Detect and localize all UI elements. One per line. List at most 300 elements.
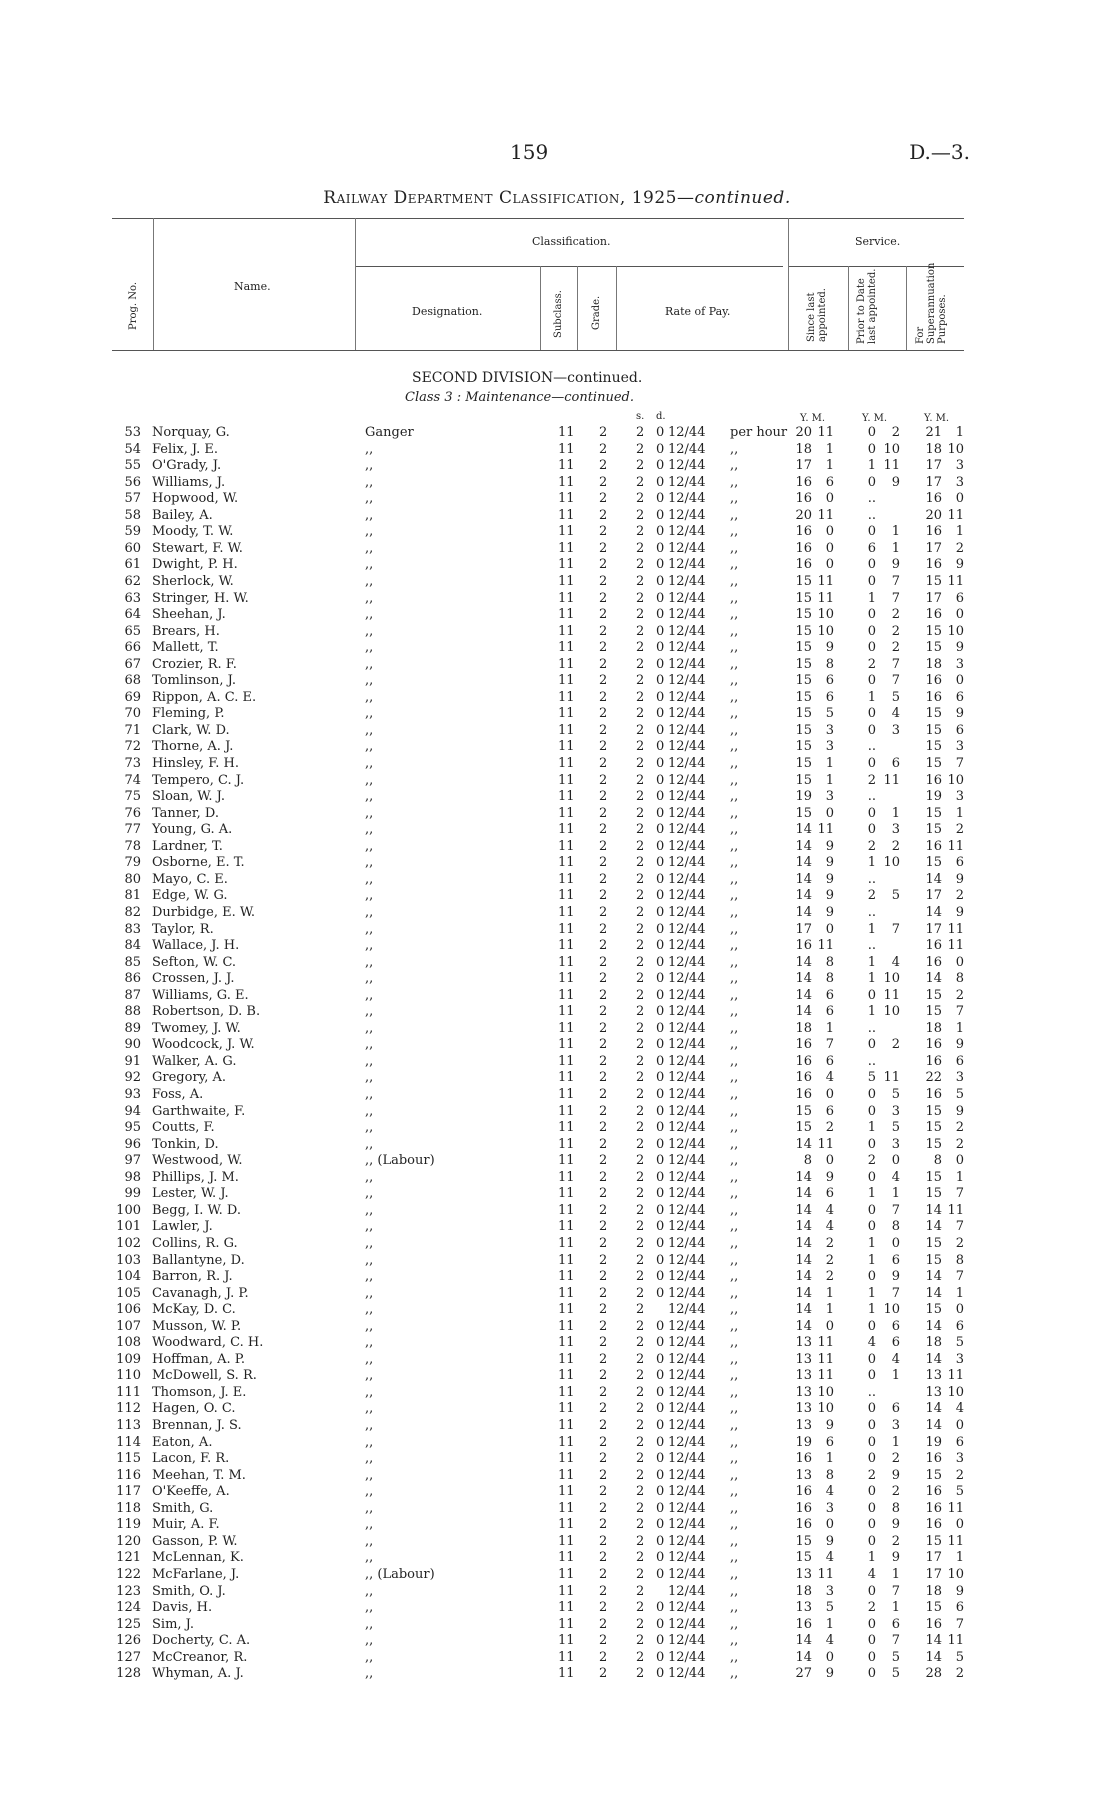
pay-shillings: 2 — [636, 1484, 645, 1500]
grade: 2 — [599, 1600, 608, 1616]
pay-pence: 0 — [656, 822, 665, 838]
pay-shillings: 2 — [636, 1451, 645, 1467]
staff-name: Edge, W. G. — [152, 888, 228, 904]
since-years: 15 — [795, 607, 812, 623]
staff-name: Begg, I. W. D. — [152, 1202, 242, 1218]
since-years: 18 — [795, 1583, 812, 1599]
grade: 2 — [599, 1087, 608, 1102]
table-row — [0, 690, 1114, 707]
pay-rate: 12/44 — [668, 1484, 706, 1500]
prior-years: 0 — [867, 640, 876, 656]
grade: 2 — [599, 1550, 608, 1566]
prior-years: 1 — [867, 855, 876, 871]
pay-rate: 12/44 — [668, 1550, 706, 1566]
super-months: 6 — [955, 722, 964, 738]
prog-number: 104 — [116, 1269, 141, 1285]
prior-years: 0 — [867, 1103, 876, 1119]
designation: ,, — [365, 1368, 374, 1384]
prog-number: 102 — [116, 1235, 141, 1251]
since-years: 15 — [795, 722, 812, 738]
pay-period: ,, — [730, 540, 739, 556]
prior-months: 7 — [891, 590, 900, 606]
prior-years: 0 — [867, 1649, 876, 1665]
pay-period: ,, — [730, 1235, 739, 1251]
pay-pence: 0 — [656, 1335, 665, 1351]
subclass: 11 — [558, 1202, 575, 1218]
header-for-superannuation: For Superannuation Purposes. — [915, 262, 948, 344]
super-years: 14 — [925, 1649, 942, 1665]
prior-months: 5 — [891, 1120, 900, 1136]
prior-months: 7 — [891, 673, 900, 689]
pay-period: ,, — [730, 838, 739, 854]
prior-years: 0 — [867, 441, 876, 457]
prior-years: 0 — [867, 673, 876, 689]
since-years: 14 — [795, 954, 812, 970]
table-row — [0, 1120, 1114, 1137]
pay-shillings: 2 — [636, 739, 645, 755]
header-top-rule — [112, 218, 964, 219]
staff-name: Hoffman, A. P. — [152, 1351, 246, 1367]
subclass: 11 — [558, 673, 575, 689]
grade: 2 — [599, 474, 608, 490]
pay-pence: 0 — [656, 507, 665, 523]
designation: ,, — [365, 1202, 374, 1218]
pay-pence: 0 — [656, 1517, 665, 1533]
super-years: 16 — [925, 1053, 942, 1069]
super-months: 2 — [955, 888, 964, 904]
grade: 2 — [599, 425, 608, 440]
table-row — [0, 1418, 1114, 1435]
prog-number: 109 — [116, 1351, 141, 1367]
prior-years: 0 — [867, 1533, 876, 1549]
pay-rate: 12/44 — [668, 1351, 706, 1367]
prior-months: 10 — [883, 1302, 900, 1318]
staff-name: Mayo, C. E. — [152, 871, 228, 887]
prior-months: 7 — [891, 921, 900, 937]
since-months: 1 — [825, 1616, 834, 1632]
staff-name: Westwood, W. — [152, 1153, 243, 1169]
prior-months: 7 — [891, 1202, 900, 1218]
staff-name: Lawler, J. — [152, 1219, 213, 1235]
pay-pence: 0 — [656, 640, 665, 656]
pay-shillings: 2 — [636, 1004, 645, 1020]
super-months: 11 — [947, 938, 964, 954]
pay-shillings: 2 — [636, 904, 645, 920]
prog-number: 90 — [124, 1037, 141, 1053]
subclass: 11 — [558, 855, 575, 871]
super-years: 17 — [925, 921, 942, 937]
super-years: 14 — [925, 1202, 942, 1218]
title-continued: continued. — [694, 188, 791, 208]
pay-rate: 12/44 — [668, 1053, 706, 1069]
grade: 2 — [599, 789, 608, 805]
prior-years: 0 — [867, 1401, 876, 1417]
prior-years: 1 — [867, 1550, 876, 1566]
prog-number: 94 — [124, 1103, 141, 1119]
since-months: 10 — [817, 1401, 834, 1417]
table-row — [0, 491, 1114, 508]
since-months: 2 — [825, 1120, 834, 1136]
since-years: 15 — [795, 689, 812, 705]
grade: 2 — [599, 491, 608, 507]
super-years: 14 — [925, 1285, 942, 1301]
pay-shillings: 2 — [636, 1666, 645, 1682]
division-heading: SECOND DIVISION—continued. — [412, 370, 643, 386]
pay-pence: 0 — [656, 1219, 665, 1235]
prior-years: 0 — [867, 822, 876, 838]
table-row — [0, 988, 1114, 1005]
since-months: 6 — [825, 1434, 834, 1450]
table-row — [0, 1517, 1114, 1534]
prior-years: 1 — [867, 971, 876, 987]
designation: ,, — [365, 1318, 374, 1334]
pay-shillings: 2 — [636, 1037, 645, 1053]
pay-rate: 12/44 — [668, 954, 706, 970]
pay-rate: 12/44 — [668, 1037, 706, 1053]
since-months: 9 — [825, 888, 834, 904]
prior-years: 0 — [867, 756, 876, 771]
subclass: 11 — [558, 1451, 575, 1467]
pay-rate: 12/44 — [668, 789, 706, 805]
designation: ,, — [365, 888, 374, 904]
since-months: 9 — [825, 1169, 834, 1185]
subclass: 11 — [558, 838, 575, 854]
prog-number: 87 — [124, 987, 141, 1003]
super-months: 9 — [955, 1103, 964, 1119]
since-months: 11 — [817, 507, 834, 523]
since-years: 19 — [795, 789, 812, 805]
prior-years: 2 — [867, 888, 876, 904]
pay-rate: 12/44 — [668, 805, 706, 821]
prog-number: 72 — [124, 739, 141, 755]
prior-years: 1 — [867, 1186, 876, 1202]
since-years: 14 — [795, 1649, 812, 1665]
designation: ,, — [365, 756, 374, 771]
pay-shillings: 2 — [636, 706, 645, 722]
super-months: 3 — [955, 458, 964, 474]
grade: 2 — [599, 1020, 608, 1036]
table-row — [0, 425, 1114, 442]
pay-period: ,, — [730, 524, 739, 540]
pay-period: ,, — [730, 921, 739, 937]
super-years: 16 — [925, 772, 942, 788]
table-row — [0, 888, 1114, 905]
since-months: 5 — [825, 706, 834, 722]
since-months: 7 — [825, 1037, 834, 1053]
super-months: 0 — [955, 491, 964, 507]
pay-period: ,, — [730, 1153, 739, 1169]
pay-rate: 12/44 — [668, 607, 706, 623]
pay-shillings: 2 — [636, 1053, 645, 1069]
prior-years: 4 — [867, 1335, 876, 1351]
pay-shillings: 2 — [636, 1434, 645, 1450]
pay-period: ,, — [730, 722, 739, 738]
super-months: 3 — [955, 789, 964, 805]
since-years: 14 — [795, 1169, 812, 1185]
subclass: 11 — [558, 1550, 575, 1566]
designation: ,, — [365, 623, 374, 639]
grade: 2 — [599, 756, 608, 771]
prior-months: 11 — [883, 1070, 900, 1086]
prior-months: 3 — [891, 1418, 900, 1433]
super-years: 15 — [925, 1533, 942, 1549]
since-months: 0 — [825, 1517, 834, 1533]
prior-years: .. — [867, 507, 876, 523]
staff-name: Walker, A. G. — [152, 1053, 237, 1069]
designation: Ganger — [365, 425, 414, 440]
prior-years: 0 — [867, 805, 876, 821]
staff-name: Sim, J. — [152, 1616, 194, 1632]
pay-shillings: 2 — [636, 1566, 645, 1582]
pay-rate: 12/44 — [668, 458, 706, 474]
pay-period: ,, — [730, 1368, 739, 1384]
since-months: 1 — [825, 1020, 834, 1036]
prior-months: 3 — [891, 1103, 900, 1119]
super-months: 10 — [947, 1566, 964, 1582]
super-years: 15 — [925, 756, 942, 771]
prior-years: 0 — [867, 1666, 876, 1682]
pay-shillings: 2 — [636, 805, 645, 821]
super-months: 1 — [955, 425, 964, 440]
since-years: 14 — [795, 1202, 812, 1218]
table-row — [0, 1385, 1114, 1402]
pay-shillings: 2 — [636, 1252, 645, 1268]
divider — [153, 218, 154, 350]
pay-period: ,, — [730, 1004, 739, 1020]
table-row — [0, 1203, 1114, 1220]
since-months: 11 — [817, 1351, 834, 1367]
super-years: 16 — [925, 689, 942, 705]
pay-rate: 12/44 — [668, 871, 706, 887]
table-row — [0, 938, 1114, 955]
prog-number: 77 — [124, 822, 141, 838]
prior-months: 2 — [891, 1484, 900, 1500]
pay-pence: 0 — [656, 1252, 665, 1268]
designation: ,, — [365, 1087, 374, 1102]
pay-rate: 12/44 — [668, 904, 706, 920]
prior-years: 0 — [867, 1136, 876, 1152]
subclass: 11 — [558, 805, 575, 821]
since-years: 16 — [795, 1484, 812, 1500]
designation: ,, — [365, 1053, 374, 1069]
prior-months: 2 — [891, 425, 900, 440]
pay-rate: 12/44 — [668, 1318, 706, 1334]
staff-name: Norquay, G. — [152, 425, 230, 440]
pay-shillings: 2 — [636, 1202, 645, 1218]
since-years: 15 — [795, 706, 812, 722]
designation: ,, — [365, 1418, 374, 1433]
table-row — [0, 475, 1114, 492]
grade: 2 — [599, 1120, 608, 1136]
staff-name: Stewart, F. W. — [152, 540, 243, 556]
super-months: 7 — [955, 1616, 964, 1632]
prior-months: 2 — [891, 1037, 900, 1053]
table-row — [0, 1021, 1114, 1038]
pay-shillings: 2 — [636, 1401, 645, 1417]
grade: 2 — [599, 441, 608, 457]
pay-period: ,, — [730, 607, 739, 623]
pay-period: ,, — [730, 1434, 739, 1450]
pay-rate: 12/44 — [668, 540, 706, 556]
pay-shillings: 2 — [636, 1500, 645, 1516]
table-row — [0, 508, 1114, 525]
table-row — [0, 789, 1114, 806]
designation: ,, — [365, 772, 374, 788]
grade: 2 — [599, 871, 608, 887]
pay-pence: 0 — [656, 1186, 665, 1202]
staff-name: Gregory, A. — [152, 1070, 227, 1086]
since-months: 9 — [825, 855, 834, 871]
prior-months: 5 — [891, 1666, 900, 1682]
prog-number: 55 — [124, 458, 141, 474]
super-months: 0 — [955, 954, 964, 970]
designation: ,, — [365, 1020, 374, 1036]
pay-shillings: 2 — [636, 1533, 645, 1549]
since-years: 16 — [795, 1070, 812, 1086]
subclass: 11 — [558, 789, 575, 805]
grade: 2 — [599, 1004, 608, 1020]
super-years: 16 — [925, 1484, 942, 1500]
subclass: 11 — [558, 491, 575, 507]
pay-shillings: 2 — [636, 1616, 645, 1632]
pay-rate: 12/44 — [668, 1533, 706, 1549]
subclass: 11 — [558, 623, 575, 639]
prior-months: 7 — [891, 656, 900, 672]
since-years: 20 — [795, 507, 812, 523]
table-row — [0, 1368, 1114, 1385]
super-years: 16 — [925, 954, 942, 970]
grade: 2 — [599, 640, 608, 656]
super-months: 11 — [947, 507, 964, 523]
since-years: 14 — [795, 888, 812, 904]
prior-months: 5 — [891, 689, 900, 705]
designation: ,, — [365, 1219, 374, 1235]
prior-years: .. — [867, 938, 876, 954]
pay-rate: 12/44 — [668, 474, 706, 490]
prog-number: 116 — [116, 1467, 141, 1483]
pay-rate: 12/44 — [668, 1583, 706, 1599]
pay-shillings: 2 — [636, 1235, 645, 1251]
prog-number: 85 — [124, 954, 141, 970]
table-row — [0, 1170, 1114, 1187]
since-years: 15 — [795, 805, 812, 821]
pay-pence: 0 — [656, 888, 665, 904]
table-row — [0, 442, 1114, 459]
prior-months: 7 — [891, 1583, 900, 1599]
prior-years: 0 — [867, 425, 876, 440]
prog-number: 82 — [124, 904, 141, 920]
table-row — [0, 1269, 1114, 1286]
prog-number: 69 — [124, 689, 141, 705]
since-years: 17 — [795, 458, 812, 474]
pay-rate: 12/44 — [668, 1070, 706, 1086]
header-classification: Classification. — [532, 235, 611, 248]
since-months: 8 — [825, 1467, 834, 1483]
super-months: 2 — [955, 822, 964, 838]
staff-name: Lester, W. J. — [152, 1186, 229, 1202]
pay-pence: 0 — [656, 1153, 665, 1169]
staff-name: Tempero, C. J. — [152, 772, 245, 788]
staff-name: Mallett, T. — [152, 640, 219, 656]
table-row — [0, 1219, 1114, 1236]
pay-pence: 0 — [656, 1120, 665, 1136]
class-subheading: Class 3 : Maintenance—continued. — [405, 390, 634, 405]
since-months: 11 — [817, 425, 834, 440]
pay-pence: 0 — [656, 1136, 665, 1152]
super-years: 14 — [925, 1219, 942, 1235]
pay-period: ,, — [730, 1335, 739, 1351]
pay-pence: 0 — [656, 1550, 665, 1566]
subclass: 11 — [558, 1434, 575, 1450]
pay-shillings: 2 — [636, 1153, 645, 1169]
prog-number: 105 — [116, 1285, 141, 1301]
pay-pence: 0 — [656, 1020, 665, 1036]
title-main: Railway Department Classification, 1925— — [323, 188, 695, 208]
since-years: 13 — [795, 1566, 812, 1582]
super-years: 17 — [925, 1550, 942, 1566]
pay-period: ,, — [730, 1020, 739, 1036]
designation: ,, — [365, 1004, 374, 1020]
designation: ,, — [365, 1649, 374, 1665]
table-row — [0, 673, 1114, 690]
table-row — [0, 1401, 1114, 1418]
grade: 2 — [599, 1666, 608, 1682]
pay-shillings: 2 — [636, 425, 645, 440]
pay-period: ,, — [730, 1600, 739, 1616]
grade: 2 — [599, 1583, 608, 1599]
table-row — [0, 1451, 1114, 1468]
prior-years: 0 — [867, 1616, 876, 1632]
super-years: 16 — [925, 1037, 942, 1053]
pay-shillings: 2 — [636, 1633, 645, 1649]
prog-number: 84 — [124, 938, 141, 954]
prog-number: 115 — [116, 1451, 141, 1467]
since-months: 0 — [825, 491, 834, 507]
staff-name: Eaton, A. — [152, 1434, 213, 1450]
prior-months: 1 — [891, 540, 900, 556]
super-years: 15 — [925, 1252, 942, 1268]
unit-ym-prior: Y. M. — [862, 413, 888, 424]
pay-shillings: 2 — [636, 1302, 645, 1318]
since-years: 13 — [795, 1368, 812, 1384]
pay-shillings: 2 — [636, 1384, 645, 1400]
table-row — [0, 756, 1114, 773]
since-months: 2 — [825, 1235, 834, 1251]
super-months: 11 — [947, 1368, 964, 1384]
super-years: 14 — [925, 1418, 942, 1433]
prog-number: 67 — [124, 656, 141, 672]
since-years: 14 — [795, 1136, 812, 1152]
grade: 2 — [599, 1053, 608, 1069]
grade: 2 — [599, 1186, 608, 1202]
prior-years: 0 — [867, 557, 876, 573]
subclass: 11 — [558, 573, 575, 589]
prior-years: 4 — [867, 1566, 876, 1582]
since-months: 3 — [825, 789, 834, 805]
subclass: 11 — [558, 1087, 575, 1102]
pay-period: ,, — [730, 1037, 739, 1053]
prior-years: 1 — [867, 689, 876, 705]
super-months: 3 — [955, 739, 964, 755]
pay-pence: 0 — [656, 1600, 665, 1616]
since-months: 3 — [825, 1500, 834, 1516]
prog-number: 93 — [124, 1087, 141, 1102]
prior-years: 0 — [867, 1087, 876, 1102]
page-title — [0, 188, 1114, 208]
pay-shillings: 2 — [636, 921, 645, 937]
super-years: 17 — [925, 590, 942, 606]
super-years: 14 — [925, 1401, 942, 1417]
